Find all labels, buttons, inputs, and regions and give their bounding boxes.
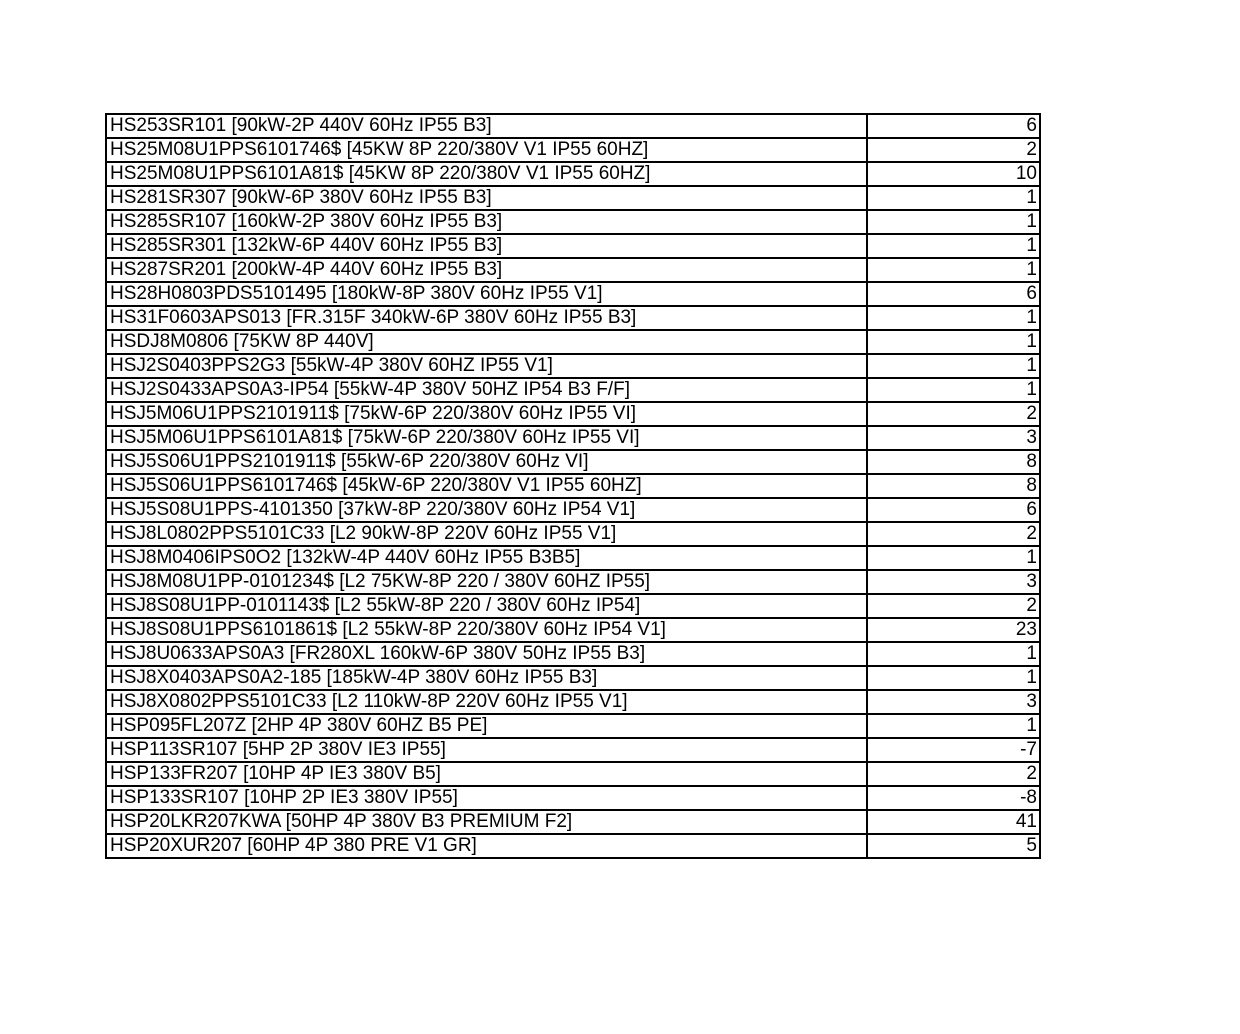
item-description-cell: HS253SR101 [90kW-2P 440V 60Hz IP55 B3] (106, 114, 867, 138)
table-row (106, 138, 1040, 162)
quantity-cell: 3 (867, 426, 1040, 450)
table-row (106, 474, 1040, 498)
table-row (106, 522, 1040, 546)
item-description-cell: HSJ5M06U1PPS6101A81$ [75kW-6P 220/380V 60Hz IP55 VI] (106, 426, 867, 450)
item-description-cell: HS31F0603APS013 [FR.315F 340kW-6P 380V 60Hz IP55 B3] (106, 306, 867, 330)
table-row (106, 378, 1040, 402)
quantity-cell: 1 (867, 642, 1040, 666)
quantity-cell: 2 (867, 522, 1040, 546)
quantity-cell: -7 (867, 738, 1040, 762)
table-row (106, 114, 1040, 138)
table-row (106, 714, 1040, 738)
item-description-cell: HS25M08U1PPS6101746$ [45KW 8P 220/380V V1 IP55 60HZ] (106, 138, 867, 162)
item-description-cell: HSJ5S06U1PPS6101746$ [45kW-6P 220/380V V1 IP55 60HZ] (106, 474, 867, 498)
quantity-cell: 1 (867, 330, 1040, 354)
table-row (106, 282, 1040, 306)
item-description-cell: HSP095FL207Z [2HP 4P 380V 60HZ B5 PE] (106, 714, 867, 738)
quantity-cell: 1 (867, 258, 1040, 282)
quantity-cell: 1 (867, 210, 1040, 234)
quantity-cell: 3 (867, 570, 1040, 594)
table-row (106, 354, 1040, 378)
item-description-cell: HSJ8M08U1PP-0101234$ [L2 75KW-8P 220 / 380V 60HZ IP55] (106, 570, 867, 594)
quantity-cell: 1 (867, 186, 1040, 210)
item-description-cell: HS285SR301 [132kW-6P 440V 60Hz IP55 B3] (106, 234, 867, 258)
item-description-cell: HSJ5S08U1PPS-4101350 [37kW-8P 220/380V 60Hz IP54 V1] (106, 498, 867, 522)
inventory-table (105, 113, 1041, 859)
table-row (106, 786, 1040, 810)
quantity-cell: 2 (867, 402, 1040, 426)
quantity-cell: 5 (867, 834, 1040, 858)
table-row (106, 762, 1040, 786)
table-row (106, 402, 1040, 426)
item-description-cell: HSJ2S0433APS0A3-IP54 [55kW-4P 380V 50HZ IP54 B3 F/F] (106, 378, 867, 402)
item-description-cell: HSP113SR107 [5HP 2P 380V IE3 IP55] (106, 738, 867, 762)
item-description-cell: HSJ8M0406IPS0O2 [132kW-4P 440V 60Hz IP55 B3B5] (106, 546, 867, 570)
table-row (106, 186, 1040, 210)
item-description-cell: HSJ8X0403APS0A2-185 [185kW-4P 380V 60Hz IP55 B3] (106, 666, 867, 690)
inventory-table-body (106, 114, 1040, 858)
item-description-cell: HSJ8S08U1PPS6101861$ [L2 55kW-8P 220/380V 60Hz IP54 V1] (106, 618, 867, 642)
table-row (106, 330, 1040, 354)
table-row (106, 546, 1040, 570)
quantity-cell: 1 (867, 354, 1040, 378)
quantity-cell: 6 (867, 114, 1040, 138)
quantity-cell: 2 (867, 138, 1040, 162)
quantity-cell: 1 (867, 666, 1040, 690)
table-row (106, 498, 1040, 522)
quantity-cell: 6 (867, 498, 1040, 522)
quantity-cell: 41 (867, 810, 1040, 834)
table-row (106, 210, 1040, 234)
item-description-cell: HSDJ8M0806 [75KW 8P 440V] (106, 330, 867, 354)
table-row (106, 666, 1040, 690)
item-description-cell: HSJ8U0633APS0A3 [FR280XL 160kW-6P 380V 50Hz IP55 B3] (106, 642, 867, 666)
item-description-cell: HSJ5M06U1PPS2101911$ [75kW-6P 220/380V 60Hz IP55 VI] (106, 402, 867, 426)
quantity-cell: -8 (867, 786, 1040, 810)
table-row (106, 450, 1040, 474)
table-row (106, 234, 1040, 258)
table-row (106, 618, 1040, 642)
quantity-cell: 1 (867, 234, 1040, 258)
quantity-cell: 1 (867, 714, 1040, 738)
table-row (106, 306, 1040, 330)
quantity-cell: 6 (867, 282, 1040, 306)
item-description-cell: HSJ2S0403PPS2G3 [55kW-4P 380V 60HZ IP55 V1] (106, 354, 867, 378)
table-row (106, 426, 1040, 450)
table-row (106, 690, 1040, 714)
item-description-cell: HS25M08U1PPS6101A81$ [45KW 8P 220/380V V1 IP55 60HZ] (106, 162, 867, 186)
item-description-cell: HSP133FR207 [10HP 4P IE3 380V B5] (106, 762, 867, 786)
item-description-cell: HSJ5S06U1PPS2101911$ [55kW-6P 220/380V 60Hz VI] (106, 450, 867, 474)
item-description-cell: HSJ8X0802PPS5101C33 [L2 110kW-8P 220V 60Hz IP55 V1] (106, 690, 867, 714)
quantity-cell: 8 (867, 450, 1040, 474)
quantity-cell: 1 (867, 546, 1040, 570)
item-description-cell: HS285SR107 [160kW-2P 380V 60Hz IP55 B3] (106, 210, 867, 234)
quantity-cell: 3 (867, 690, 1040, 714)
table-row (106, 594, 1040, 618)
quantity-cell: 10 (867, 162, 1040, 186)
quantity-cell: 2 (867, 594, 1040, 618)
quantity-cell: 2 (867, 762, 1040, 786)
table-row (106, 810, 1040, 834)
table-row (106, 570, 1040, 594)
table-row (106, 738, 1040, 762)
quantity-cell: 23 (867, 618, 1040, 642)
quantity-cell: 1 (867, 378, 1040, 402)
quantity-cell: 8 (867, 474, 1040, 498)
item-description-cell: HSP20XUR207 [60HP 4P 380 PRE V1 GR] (106, 834, 867, 858)
item-description-cell: HSJ8L0802PPS5101C33 [L2 90kW-8P 220V 60Hz IP55 V1] (106, 522, 867, 546)
item-description-cell: HSP20LKR207KWA [50HP 4P 380V B3 PREMIUM F2] (106, 810, 867, 834)
table-row (106, 642, 1040, 666)
item-description-cell: HS28H0803PDS5101495 [180kW-8P 380V 60Hz IP55 V1] (106, 282, 867, 306)
item-description-cell: HS281SR307 [90kW-6P 380V 60Hz IP55 B3] (106, 186, 867, 210)
table-row (106, 834, 1040, 858)
item-description-cell: HSP133SR107 [10HP 2P IE3 380V IP55] (106, 786, 867, 810)
quantity-cell: 1 (867, 306, 1040, 330)
item-description-cell: HSJ8S08U1PP-0101143$ [L2 55kW-8P 220 / 380V 60Hz IP54] (106, 594, 867, 618)
table-row (106, 162, 1040, 186)
table-row (106, 258, 1040, 282)
item-description-cell: HS287SR201 [200kW-4P 440V 60Hz IP55 B3] (106, 258, 867, 282)
